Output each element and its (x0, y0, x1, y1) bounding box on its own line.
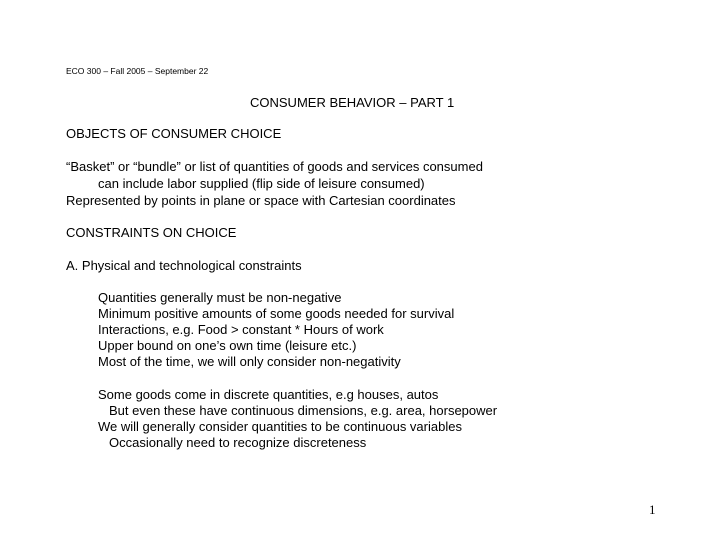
heading-constraints: CONSTRAINTS ON CHOICE (66, 225, 237, 240)
course-line: ECO 300 – Fall 2005 – September 22 (66, 66, 209, 76)
heading-objects: OBJECTS OF CONSUMER CHOICE (66, 126, 282, 141)
objects-line-3: Represented by points in plane or space with Cartesian coordinates (66, 193, 456, 208)
discrete-line: Some goods come in discrete quantities, e.g houses, autos (98, 387, 439, 402)
discrete-line: Occasionally need to recognize discreteness (109, 435, 367, 450)
objects-line-2: can include labor supplied (flip side of leisure consumed) (98, 176, 425, 191)
constraint-item: Upper bound on one’s own time (leisure etc.) (98, 338, 357, 353)
subheading-physical: A. Physical and technological constraints (66, 258, 302, 273)
constraint-item: Most of the time, we will only consider non-negativity (98, 354, 401, 369)
discrete-line: But even these have continuous dimensions, e.g. area, horsepower (109, 403, 498, 418)
page-number: 1 (649, 502, 656, 517)
objects-line-1: “Basket” or “bundle” or list of quantities of goods and services consumed (66, 159, 483, 174)
discrete-line: We will generally consider quantities to be continuous variables (98, 419, 462, 434)
constraint-item: Minimum positive amounts of some goods needed for survival (98, 306, 455, 321)
constraint-item: Interactions, e.g. Food > constant * Hours of work (98, 322, 384, 337)
constraint-item: Quantities generally must be non-negative (98, 290, 342, 305)
page-title: CONSUMER BEHAVIOR – PART 1 (250, 95, 455, 110)
